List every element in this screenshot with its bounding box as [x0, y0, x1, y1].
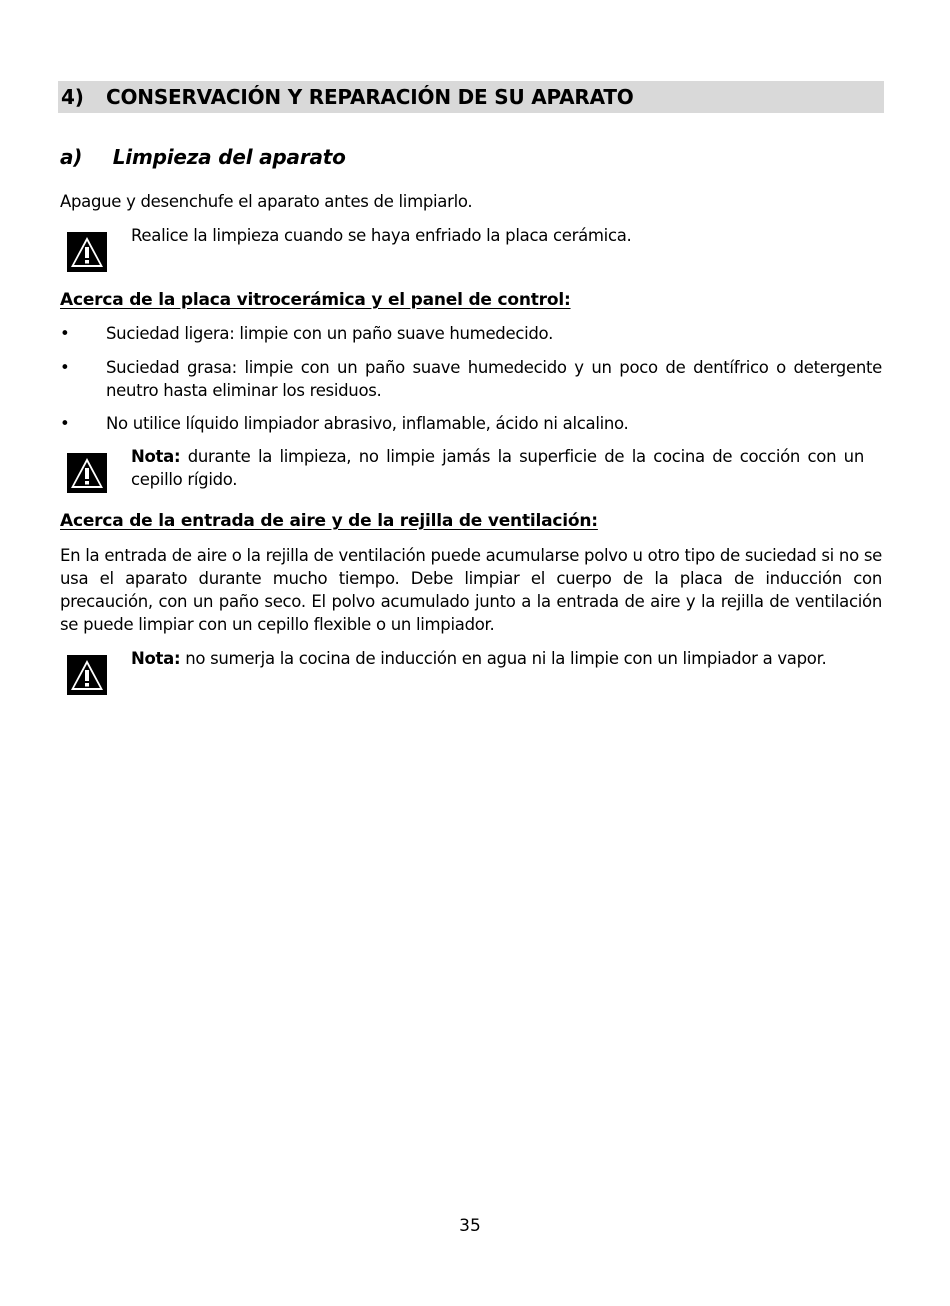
air-paragraph: En la entrada de aire o la rejilla de ventilación puede acumularse polvo u otro tipo de suciedad si no se usa el aparato durante mucho tiempo. Debe limpiar el cuerpo de la placa de inducción con precaución, con un paño seco. El polvo acumulado junto a la entrada de aire y la rejilla de ventilación se puede limpiar con un cepillo flexible o un limpiador. — [60, 546, 882, 634]
bullet-symbol: • — [60, 414, 70, 433]
bullet-symbol: • — [60, 358, 70, 377]
warning-text: Realice la limpieza cuando se haya enfriado la placa cerámica. — [131, 226, 632, 245]
section-title: CONSERVACIÓN Y REPARACIÓN DE SU APARATO — [106, 85, 634, 109]
note-text: no sumerja la cocina de inducción en agua ni la limpie con un limpiador a vapor. — [180, 649, 827, 668]
air-heading: Acerca de la entrada de aire y de la rejilla de ventilación: — [60, 511, 598, 531]
subsection-heading — [60, 145, 346, 169]
warning-triangle-icon — [67, 232, 107, 272]
intro-text: Apague y desenchufe el aparato antes de limpiarlo. — [60, 192, 473, 211]
list-item — [60, 322, 882, 345]
list-item — [60, 356, 882, 402]
ceramic-heading: Acerca de la placa vitrocerámica y el panel de control: — [60, 290, 571, 310]
section-number: 4) — [61, 85, 84, 109]
warning-text — [131, 647, 864, 670]
note-text: durante la limpieza, no limpie jamás la superficie de la cocina de cocción con un cepillo rígido. — [131, 447, 864, 489]
warning-text — [131, 445, 864, 491]
bullet-symbol: • — [60, 324, 70, 343]
note-label: Nota: — [131, 649, 181, 668]
warning-triangle-icon — [67, 453, 107, 493]
warning-triangle-icon — [67, 655, 107, 695]
list-item — [60, 412, 882, 435]
section-heading — [58, 81, 884, 113]
list-item-text: Suciedad grasa: limpie con un paño suave humedecido y un poco de dentífrico o detergente neutro hasta eliminar los residuos. — [106, 358, 882, 400]
note-label: Nota: — [131, 447, 181, 466]
page-number: 35 — [459, 1216, 481, 1236]
subsection-title: Limpieza del aparato — [112, 145, 346, 169]
subsection-number: a) — [60, 145, 83, 169]
list-item-text: Suciedad ligera: limpie con un paño suave humedecido. — [106, 324, 554, 343]
list-item-text: No utilice líquido limpiador abrasivo, inflamable, ácido ni alcalino. — [106, 414, 629, 433]
